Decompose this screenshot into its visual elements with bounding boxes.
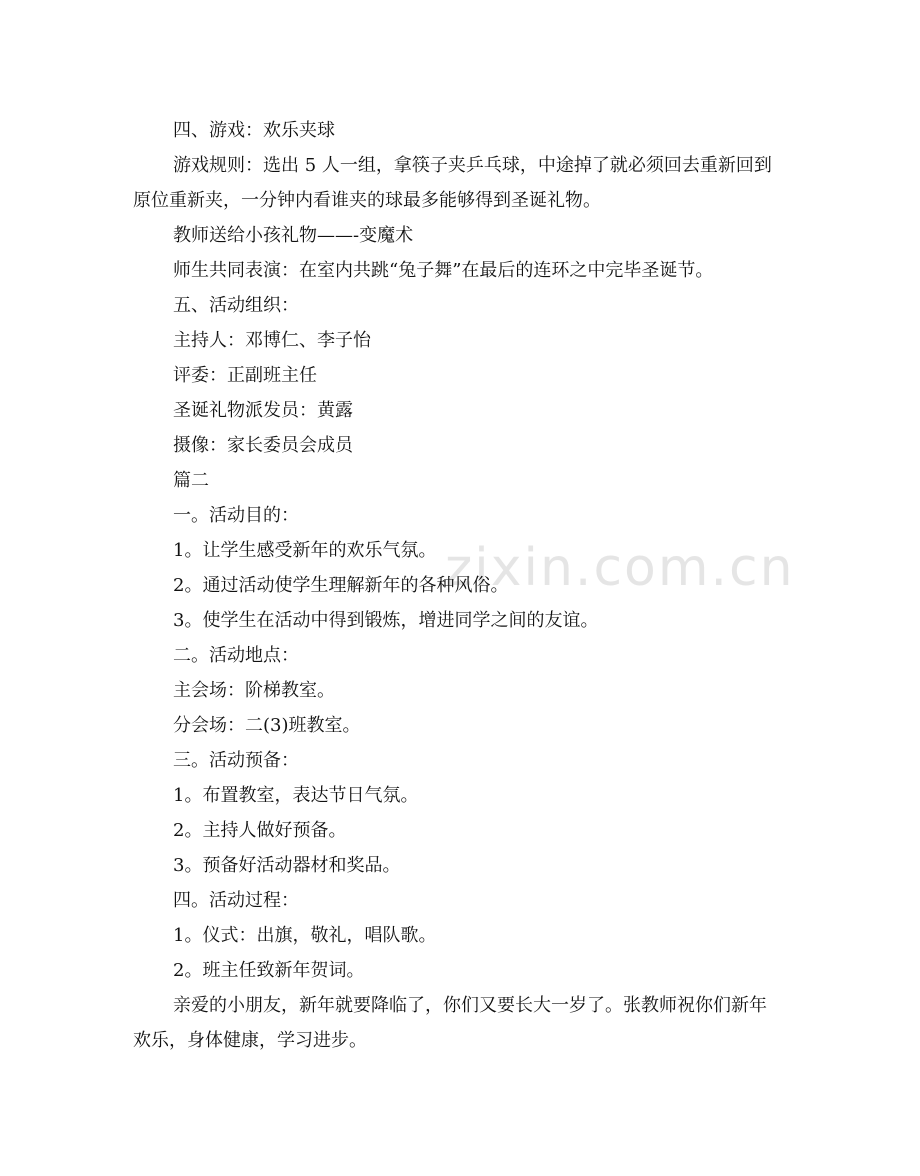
- paragraph-line: 篇二: [173, 470, 209, 491]
- paragraph-line: 1。仪式：出旗，敬礼，唱队歌。: [173, 925, 437, 946]
- paragraph-line: 亲爱的小朋友，新年就要降临了，你们又要长大一岁了。张教师祝你们新年欢乐，身体健康，学习进步。: [133, 995, 767, 1051]
- paragraph-line: 1。让学生感受新年的欢乐气氛。: [173, 540, 437, 561]
- paragraph-line: 分会场：二(3)班教室。: [173, 715, 361, 736]
- paragraph-line: 摄像：家长委员会成员: [173, 435, 353, 456]
- paragraph-line: 教师送给小孩礼物——-变魔术: [173, 225, 414, 246]
- paragraph-line: 3。预备好活动器材和奖品。: [173, 855, 401, 876]
- watermark: zixin.com.cn: [445, 538, 795, 598]
- paragraph-line: 评委：正副班主任: [173, 365, 317, 386]
- paragraph-line: 四。活动过程：: [173, 890, 299, 911]
- paragraph-line: 四、游戏：欢乐夹球: [173, 120, 335, 141]
- paragraph-line: 主持人：邓博仁、李子怡: [173, 330, 371, 351]
- paragraph-line: 二。活动地点：: [173, 645, 299, 666]
- paragraph-line: 圣诞礼物派发员：黄露: [173, 400, 353, 421]
- paragraph-line: 五、活动组织：: [173, 295, 299, 316]
- paragraph-line: 游戏规则：选出 5 人一组，拿筷子夹乒乓球，中途掉了就必须回去重新回到原位重新夹，一分钟内看谁夹的球最多能够得到圣诞礼物。: [133, 155, 772, 211]
- document-body: [133, 113, 793, 1058]
- paragraph-line: 主会场：阶梯教室。: [173, 680, 335, 701]
- paragraph-line: 3。使学生在活动中得到锻炼，增进同学之间的友谊。: [173, 610, 599, 631]
- paragraph-line: 2。主持人做好预备。: [173, 820, 347, 841]
- paragraph-line: 一。活动目的：: [173, 505, 299, 526]
- paragraph-line: 2。班主任致新年贺词。: [173, 960, 365, 981]
- paragraph-line: 2。通过活动使学生理解新年的各种风俗。: [173, 575, 509, 596]
- paragraph-line: 1。布置教室，表达节日气氛。: [173, 785, 419, 806]
- paragraph-line: 三。活动预备：: [173, 750, 299, 771]
- paragraph-line: 师生共同表演：在室内共跳“兔子舞”在最后的连环之中完毕圣诞节。: [173, 260, 714, 281]
